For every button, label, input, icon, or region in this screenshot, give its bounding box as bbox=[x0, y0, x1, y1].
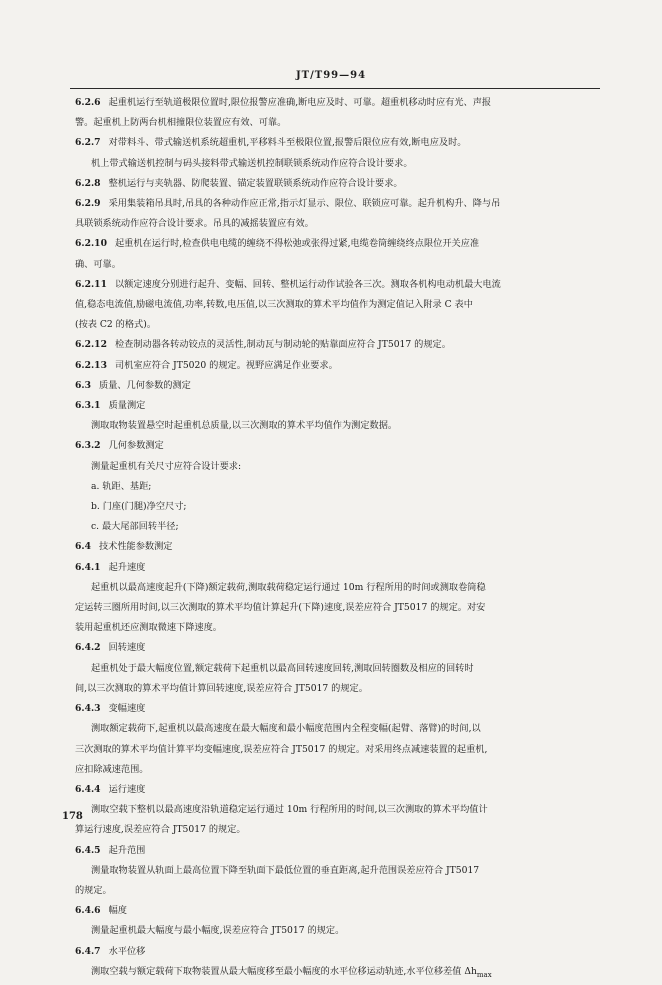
clause-text: 司机室应符合 JT5020 的规定。视野应满足作业要求。 bbox=[114, 359, 338, 371]
text-line bbox=[75, 820, 597, 840]
text-line bbox=[75, 194, 597, 214]
clause-text: 测取额定载荷下,起重机以最高速度在最大幅度和最小幅度范围内全程变幅(起臂、落臂)的时间,以 bbox=[91, 723, 481, 735]
clause-number: 6.4.1 bbox=[75, 561, 101, 573]
clause-text: 起升速度 bbox=[108, 561, 146, 573]
clause-number: 6.4.4 bbox=[75, 783, 101, 795]
text-line bbox=[75, 659, 597, 679]
subscript: max bbox=[476, 970, 492, 979]
text-line bbox=[75, 335, 597, 355]
clause-text: 具联锁系统动作应符合设计要求。吊具的减摇装置应有效。 bbox=[75, 218, 314, 230]
clause-text: 装用起重机还应测取微速下降速度。 bbox=[75, 622, 222, 634]
text-line bbox=[75, 315, 597, 335]
clause-text: 测取空载与额定载荷下取物装置从最大幅度移至最小幅度的水平位移运动轨迹,水平位移差值 Δh bbox=[91, 965, 477, 977]
clause-number: 6.3.1 bbox=[75, 400, 101, 412]
clause-number: 6.2.9 bbox=[75, 198, 101, 210]
clause-text: c. 最大尾部回转半径; bbox=[91, 521, 179, 533]
clause-text: 几何参数测定 bbox=[108, 440, 164, 452]
clause-text: 运行速度 bbox=[108, 783, 146, 795]
text-line bbox=[75, 255, 597, 275]
text-line bbox=[75, 679, 597, 699]
clause-text: 机上带式输送机控制与码头接料带式输送机控制联锁系统动作应符合设计要求。 bbox=[91, 157, 413, 169]
text-line bbox=[75, 133, 597, 153]
text-line bbox=[75, 275, 597, 295]
text-line bbox=[75, 942, 597, 962]
clause-text: 以额定速度分别进行起升、变幅、回转、整机运行动作试验各三次。测取各机构电动机最大电流 bbox=[114, 278, 501, 290]
text-line bbox=[75, 881, 597, 901]
clause-text: 起重机运行至轨道极限位置时,限位报警应准确,断电应及时、可靠。超重机移动时应有光、声报 bbox=[108, 97, 492, 108]
clause-text: 水平位移 bbox=[108, 945, 146, 957]
page-number: 178 bbox=[62, 811, 83, 822]
clause-number: 6.4 bbox=[75, 541, 91, 553]
clause-text: 测量起重机最大幅度与最小幅度,误差应符合 JT5017 的规定。 bbox=[91, 925, 345, 937]
text-line bbox=[75, 780, 597, 800]
clause-text: 间,以三次测取的算术平均值计算回转速度,误差应符合 JT5017 的规定。 bbox=[75, 682, 368, 694]
text-line bbox=[75, 416, 597, 436]
clause-text: 定运转三圈所用时间,以三次测取的算术平均值计算起升(下降)速度,误差应符合 JT5017 的规定。对安 bbox=[75, 602, 486, 614]
text-line bbox=[75, 719, 597, 739]
text-line bbox=[75, 962, 597, 985]
clause-text: 的规定。 bbox=[75, 884, 112, 896]
clause-text: a. 轨距、基距; bbox=[91, 480, 152, 492]
clause-number: 6.4.6 bbox=[75, 905, 101, 917]
clause-number: 6.4.2 bbox=[75, 642, 101, 654]
clause-text: 起重机处于最大幅度位置,额定载荷下起重机以最高回转速度回转,测取回转圈数及相应的回转时 bbox=[91, 662, 474, 674]
clause-number: 6.2.8 bbox=[75, 177, 101, 189]
text-line bbox=[75, 497, 597, 517]
clause-text: 整机运行与夹轨器、防爬装置、锚定装置联锁系统动作应符合设计要求。 bbox=[108, 177, 403, 189]
clause-text: 测量取物装置从轨面上最高位置下降至轨面下最低位置的垂直距离,起升范围误差应符合 JT5017 bbox=[91, 864, 480, 876]
clause-text: 对带料斗、带式输送机系统超重机,平移料斗至极限位置,报警后限位应有效,断电应及时。 bbox=[108, 137, 467, 149]
text-line bbox=[75, 618, 597, 638]
clause-number: 6.3.2 bbox=[75, 440, 101, 452]
text-line bbox=[75, 841, 597, 861]
clause-number: 6.2.13 bbox=[75, 359, 107, 371]
text-line bbox=[75, 800, 597, 820]
clause-text: 测取取物装置悬空时起重机总质量,以三次测取的算术平均值作为测定数据。 bbox=[91, 420, 398, 432]
text-line bbox=[75, 436, 597, 456]
clause-number: 6.4.3 bbox=[75, 703, 101, 715]
clause-number: 6.2.7 bbox=[75, 137, 101, 149]
clause-text: 技术性能参数测定 bbox=[98, 541, 173, 553]
text-line bbox=[75, 477, 597, 497]
clause-text: 应扣除减速范围。 bbox=[75, 763, 149, 775]
clause-text: 起重机在运行时,检查供电电缆的缠绕不得松弛或张得过紧,电缆卷筒缠绕终点限位开关应准 bbox=[114, 238, 480, 250]
clause-text: 起升范围 bbox=[108, 844, 146, 856]
clause-number: 6.2.6 bbox=[75, 97, 101, 108]
document-body bbox=[75, 93, 597, 985]
clause-text: 检查制动器各转动铰点的灵活性,制动瓦与制动轮的贴靠面应符合 JT5017 的规定。 bbox=[114, 339, 451, 351]
clause-number: 6.3 bbox=[75, 379, 91, 391]
clause-text: 采用集装箱吊具时,吊具的各种动作应正常,指示灯显示、限位、联锁应可靠。起升机构升、降与吊 bbox=[108, 198, 501, 210]
text-line bbox=[75, 598, 597, 618]
clause-text: 质量、几何参数的测定 bbox=[98, 379, 191, 391]
text-line bbox=[75, 699, 597, 719]
text-line bbox=[75, 517, 597, 537]
clause-number: 6.4.5 bbox=[75, 844, 101, 856]
text-line bbox=[75, 214, 597, 234]
clause-text: b. 门座(门腿)净空尺寸; bbox=[91, 501, 187, 513]
clause-text: 测取空载下整机以最高速度沿轨道稳定运行通过 10m 行程所用的时间,以三次测取的算术平均值计 bbox=[91, 804, 488, 816]
text-line bbox=[75, 558, 597, 578]
clause-text: 幅度 bbox=[108, 905, 127, 917]
clause-text: 算运行速度,误差应符合 JT5017 的规定。 bbox=[75, 824, 246, 836]
text-line bbox=[75, 901, 597, 921]
clause-text: 质量测定 bbox=[108, 400, 146, 412]
clause-text: 确、可靠。 bbox=[75, 258, 121, 270]
text-line bbox=[75, 234, 597, 254]
clause-number: 6.2.11 bbox=[75, 278, 107, 290]
clause-text: 回转速度 bbox=[108, 642, 146, 654]
text-line bbox=[75, 154, 597, 174]
clause-text: 变幅速度 bbox=[108, 703, 146, 715]
text-line bbox=[75, 740, 597, 760]
clause-text: 起重机以最高速度起升(下降)额定载荷,测取载荷稳定运行通过 10m 行程所用的时间或测取卷筒稳 bbox=[91, 581, 486, 593]
text-line bbox=[75, 457, 597, 477]
text-line bbox=[75, 113, 597, 133]
text-line bbox=[75, 174, 597, 194]
clause-text: 三次测取的算术平均值计算平均变幅速度,误差应符合 JT5017 的规定。对采用终点减速装置的起重机, bbox=[75, 743, 488, 755]
text-line bbox=[75, 376, 597, 396]
text-line bbox=[75, 861, 597, 881]
clause-number: 6.2.10 bbox=[75, 238, 107, 250]
page-header: JT/T99—94 bbox=[295, 70, 367, 81]
text-line bbox=[75, 638, 597, 658]
text-line bbox=[75, 396, 597, 416]
clause-text: 值,稳态电流值,励磁电流值,功率,转数,电压值,以三次测取的算术平均值作为测定值记入附录 C 表中 bbox=[75, 299, 473, 311]
text-line bbox=[75, 921, 597, 941]
clause-text: 测量起重机有关尺寸应符合设计要求: bbox=[91, 460, 242, 472]
text-line bbox=[75, 537, 597, 557]
text-line bbox=[75, 760, 597, 780]
header-rule bbox=[70, 88, 600, 89]
text-line bbox=[75, 295, 597, 315]
clause-text: (按表 C2 的格式)。 bbox=[75, 319, 157, 331]
text-line bbox=[75, 578, 597, 598]
text-line bbox=[75, 93, 597, 113]
clause-number: 6.2.12 bbox=[75, 339, 107, 351]
clause-text: 警。起重机上防两台机相撞限位装置应有效、可靠。 bbox=[75, 117, 287, 129]
clause-number: 6.4.7 bbox=[75, 945, 101, 957]
text-line bbox=[75, 356, 597, 376]
